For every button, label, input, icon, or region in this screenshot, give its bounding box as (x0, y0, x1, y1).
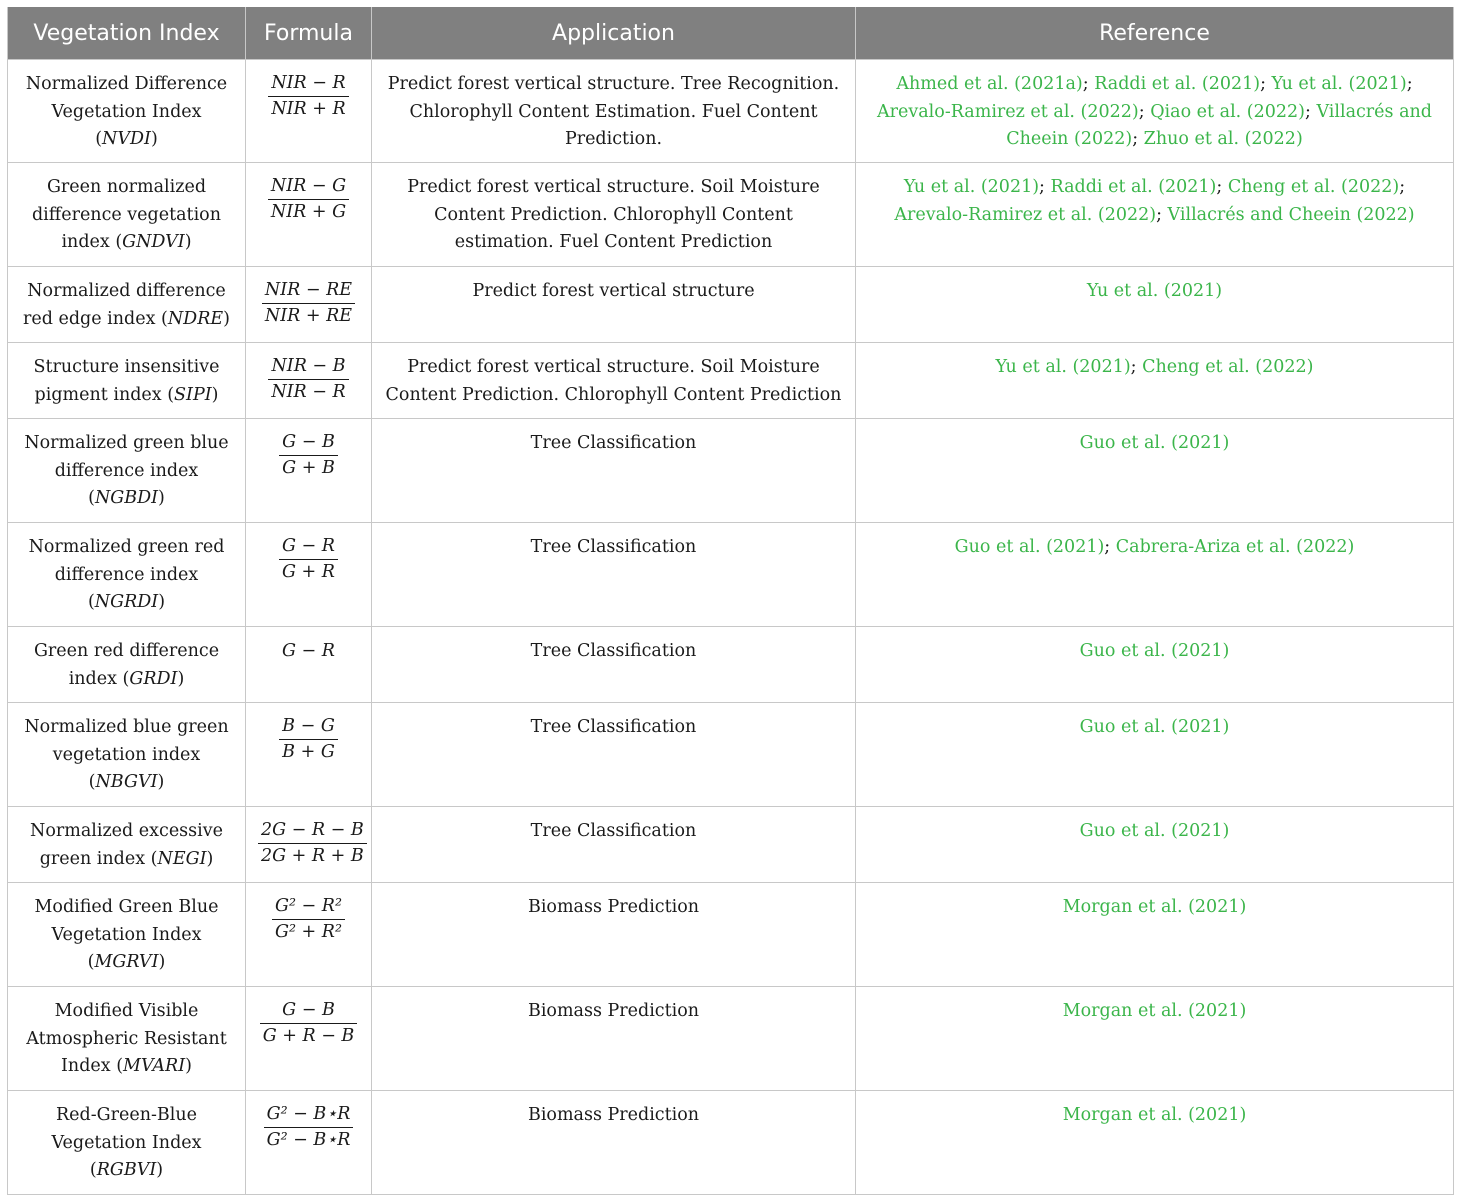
index-name-cell: Modified Visible Atmospheric Resistant Index (MVARI) (8, 987, 246, 1091)
formula-fraction (258, 818, 367, 869)
header-application: Application (372, 7, 856, 60)
index-name-cell: Normalized difference red edge index (NDRE) (8, 267, 246, 343)
header-reference: Reference (856, 7, 1454, 60)
index-name-cell: Normalized excessive green index (NEGI) (8, 807, 246, 883)
table-row (8, 343, 1454, 419)
index-name: Normalized Difference Vegetation Index (25, 74, 228, 122)
formula-denominator: NIR + R (271, 99, 346, 119)
reference-cell (856, 627, 1454, 703)
index-name: Green normalized difference vegetation index (31, 177, 221, 252)
reference-link[interactable]: Guo et al. (2021) (1079, 641, 1230, 661)
formula-denominator: G² − B⋆R (266, 1130, 351, 1150)
index-abbreviation: SIPI (174, 384, 212, 405)
reference-link[interactable]: Yu et al. (2021) (903, 177, 1040, 197)
index-abbreviation: NGBDI (94, 488, 159, 508)
formula-numerator: NIR − RE (262, 278, 355, 304)
index-abbreviation: MGRVI (94, 952, 159, 972)
reference-link[interactable]: Arevalo-Ramirez et al. (2022) (877, 101, 1139, 122)
formula-cell (246, 807, 372, 883)
formula-cell (246, 627, 372, 703)
reference-link[interactable]: Morgan et al. (2021) (1062, 897, 1247, 917)
formula-cell (246, 987, 372, 1091)
formula-denominator: NIR + G (270, 202, 347, 222)
reference-link[interactable]: Guo et al. (2021) (1079, 433, 1230, 453)
application-cell: Tree Classification (372, 703, 856, 807)
formula-denominator: NIR − R (271, 382, 346, 402)
index-abbreviation: NEGI (157, 848, 207, 869)
index-name: Green red difference index (33, 641, 220, 689)
index-name: Normalized blue green vegetation index (24, 717, 229, 765)
table-row (8, 1091, 1454, 1195)
index-name-cell: Normalized green red difference index (NGRDI) (8, 523, 246, 627)
formula-cell (246, 419, 372, 523)
formula-numerator: NIR − B (268, 354, 348, 380)
table-row (8, 60, 1454, 163)
reference-link[interactable]: Ahmed et al. (2021a) (896, 74, 1083, 94)
reference-link[interactable]: Morgan et al. (2021) (1062, 1105, 1247, 1125)
formula-expression: G − R (282, 641, 335, 661)
formula-denominator: G + R − B (262, 1026, 355, 1046)
reference-link[interactable]: Yu et al. (2021) (1271, 74, 1407, 94)
formula-numerator: G − B (279, 430, 338, 456)
table-row (8, 627, 1454, 703)
index-name: Modified Green Blue Vegetation Index (34, 897, 219, 945)
reference-cell (856, 703, 1454, 807)
formula-cell (246, 703, 372, 807)
index-name: Red-Green-Blue Vegetation Index (51, 1105, 202, 1153)
formula-denominator: G + B (282, 458, 335, 478)
table-row (8, 883, 1454, 987)
reference-cell (856, 883, 1454, 987)
formula-cell (246, 1091, 372, 1195)
index-abbreviation: NGRDI (94, 592, 159, 612)
index-name-cell: Structure insensitive pigment index (SIPI) (8, 343, 246, 419)
reference-link[interactable]: Raddi et al. (2021) (1094, 74, 1261, 94)
application-cell: Predict forest vertical structure (372, 267, 856, 343)
index-name: Normalized difference red edge index (23, 281, 226, 329)
reference-link[interactable]: Villacrés and Cheein (2022) (1167, 204, 1415, 225)
formula-numerator: G − R (279, 534, 338, 560)
index-name: Normalized green blue difference index (24, 433, 229, 481)
reference-link[interactable]: Yu et al. (2021) (995, 357, 1131, 377)
formula-fraction (262, 278, 355, 329)
application-cell: Biomass Prediction (372, 1091, 856, 1195)
formula-numerator: G − B (260, 998, 358, 1024)
reference-cell (856, 267, 1454, 343)
application-cell: Predict forest vertical structure. Soil Moisture Content Prediction. Chlorophyll Content estimation. Fuel Content Prediction (372, 163, 856, 267)
formula-denominator: 2G + R + B (261, 846, 364, 866)
index-abbreviation: GRDI (129, 668, 178, 689)
index-name-cell: Red-Green-Blue Vegetation Index (RGBVI) (8, 1091, 246, 1195)
table-row (8, 163, 1454, 267)
table-row (8, 419, 1454, 523)
formula-numerator: B − G (279, 714, 338, 740)
formula-cell (246, 343, 372, 419)
vegetation-index-table (7, 7, 1454, 1195)
reference-cell (856, 419, 1454, 523)
formula-fraction (260, 998, 358, 1049)
index-name-cell: Green normalized difference vegetation index (GNDVI) (8, 163, 246, 267)
application-cell: Biomass Prediction (372, 987, 856, 1091)
application-cell: Tree Classification (372, 627, 856, 703)
reference-cell (856, 1091, 1454, 1195)
index-name: Normalized green red difference index (28, 537, 225, 585)
table-row (8, 703, 1454, 807)
reference-cell: Yu et al. (2021); Cheng et al. (2022) (856, 343, 1454, 419)
reference-link[interactable]: Cheng et al. (2022) (1227, 177, 1400, 197)
formula-denominator: B + G (282, 742, 335, 762)
application-cell: Tree Classification (372, 419, 856, 523)
index-abbreviation: NVDI (102, 129, 151, 149)
reference-link[interactable]: Arevalo-Ramirez et al. (2022) (894, 204, 1157, 225)
formula-denominator: G + R (282, 562, 335, 582)
formula-numerator: G² − R² (272, 894, 345, 920)
header-vegetation-index: Vegetation Index (8, 7, 246, 60)
index-name-cell: Normalized blue green vegetation index (NBGVI) (8, 703, 246, 807)
formula-fraction (279, 714, 338, 765)
table-row (8, 807, 1454, 883)
reference-cell: Ahmed et al. (2021a); Raddi et al. (2021); Yu et al. (2021); Arevalo-Ramirez et al. (2022); Qiao et al. (2022); Villacrés and Cheein (2022); Zhuo et al. (2022) (856, 60, 1454, 163)
formula-fraction (279, 534, 338, 585)
formula-fraction (268, 174, 349, 225)
application-cell: Biomass Prediction (372, 883, 856, 987)
formula-fraction (272, 894, 345, 945)
reference-link[interactable]: Morgan et al. (2021) (1062, 1001, 1247, 1021)
index-name: Normalized excessive green index (30, 821, 223, 869)
index-name-cell: Normalized Difference Vegetation Index (NVDI) (8, 60, 246, 163)
reference-link[interactable]: Cheng et al. (2022) (1142, 357, 1314, 377)
reference-link[interactable]: Guo et al. (2021) (954, 537, 1105, 557)
reference-link[interactable]: Villacrés and Cheein (2022) (1006, 101, 1432, 149)
header-formula: Formula (246, 7, 372, 60)
formula-cell (246, 883, 372, 987)
index-name: Structure insensitive pigment index (33, 357, 220, 405)
formula-cell (246, 60, 372, 163)
reference-link[interactable]: Guo et al. (2021) (1079, 717, 1230, 737)
reference-link[interactable]: Qiao et al. (2022) (1150, 101, 1305, 122)
formula-fraction (268, 71, 348, 122)
formula-numerator: 2G − R − B (258, 818, 367, 844)
formula-cell (246, 163, 372, 267)
application-cell: Predict forest vertical structure. Soil Moisture Content Prediction. Chlorophyll Content Prediction (372, 343, 856, 419)
reference-cell: Yu et al. (2021); Raddi et al. (2021); Cheng et al. (2022); Arevalo-Ramirez et al. (2022); Villacrés and Cheein (2022) (856, 163, 1454, 267)
reference-link[interactable]: Zhuo et al. (2022) (1143, 129, 1303, 149)
index-abbreviation: NBGVI (95, 772, 158, 792)
table-row (8, 523, 1454, 627)
index-name: Modified Visible Atmospheric Resistant Index (26, 1001, 227, 1076)
formula-fraction (268, 354, 348, 405)
reference-link[interactable]: Yu et al. (2021) (1086, 281, 1223, 301)
reference-link[interactable]: Raddi et al. (2021) (1050, 177, 1217, 197)
reference-cell (856, 987, 1454, 1091)
formula-denominator: G² + R² (275, 922, 342, 942)
index-abbreviation: NDRE (167, 308, 224, 329)
table-header-row (8, 7, 1454, 60)
index-name-cell: Modified Green Blue Vegetation Index (MGRVI) (8, 883, 246, 987)
formula-cell (246, 523, 372, 627)
index-abbreviation: RGBVI (96, 1160, 157, 1180)
table-row (8, 987, 1454, 1091)
reference-link[interactable]: Guo et al. (2021) (1079, 821, 1230, 841)
formula-cell (246, 267, 372, 343)
index-abbreviation: GNDVI (122, 232, 185, 252)
index-abbreviation: MVARI (123, 1056, 186, 1076)
reference-cell: Guo et al. (2021); Cabrera-Ariza et al. (2022) (856, 523, 1454, 627)
formula-numerator: NIR − R (268, 71, 348, 97)
reference-cell (856, 807, 1454, 883)
formula-denominator: NIR + RE (264, 306, 353, 326)
reference-link[interactable]: Cabrera-Ariza et al. (2022) (1115, 537, 1355, 557)
index-name-cell: Normalized green blue difference index (NGBDI) (8, 419, 246, 523)
application-cell: Predict forest vertical structure. Tree Recognition. Chlorophyll Content Estimation. Fuel Content Prediction. (372, 60, 856, 163)
formula-fraction (279, 430, 338, 481)
application-cell: Tree Classification (372, 523, 856, 627)
formula-numerator: NIR − G (268, 174, 349, 200)
formula-fraction (264, 1102, 354, 1153)
formula-numerator: G² − B⋆R (264, 1102, 354, 1128)
table-row (8, 267, 1454, 343)
application-cell: Tree Classification (372, 807, 856, 883)
index-name-cell: Green red difference index (GRDI) (8, 627, 246, 703)
